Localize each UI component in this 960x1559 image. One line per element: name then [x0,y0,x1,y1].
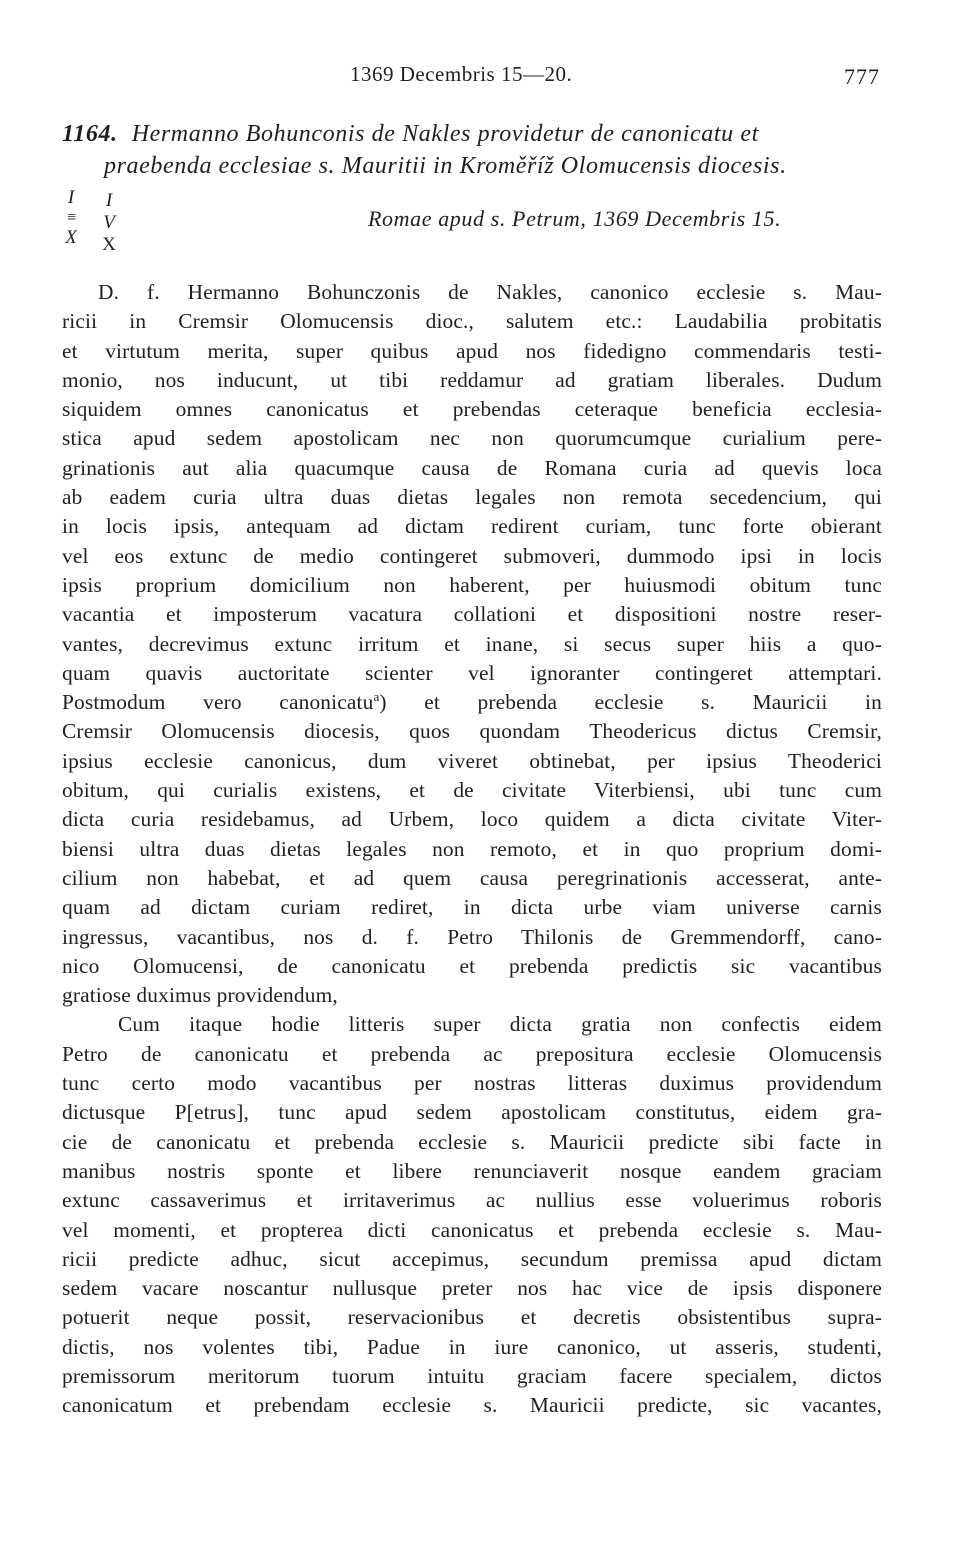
body-line: nico Olomucensi, de canonicatu et prebenda predictis sic vacantibus [62,953,882,978]
body-line: cie de canonicatu et prebenda ecclesie s. Mauricii predicte sibi facte in [62,1129,882,1154]
body-line: extunc cassaverimus et irritaverimus ac nullius esse voluerimus roboris [62,1188,882,1213]
body-line: vantes, decrevimus extunc irritum et inane, si secus super hiis a quo- [62,631,882,656]
body-line: premissorum meritorum tuorum intuitu graciam facere specialem, dictos [62,1363,882,1388]
body-line: ab eadem curia ultra duas dietas legales non remota secedencium, qui [62,485,882,510]
sigla-column-2 [98,190,120,256]
entry-heading [62,118,882,182]
body-line: ipsius ecclesie canonicus, dum viveret obtinebat, per ipsius Theoderici [62,748,882,773]
sigla-2-bottom: X [102,234,116,255]
body-line: ricii in Cremsir Olomucensis dioc., salutem etc.: Laudabilia probitatis [62,309,882,334]
body-line: siquidem omnes canonicatus et prebendas ceteraque beneficia ecclesia- [62,397,882,422]
footnote-marker: a [373,689,380,705]
sigla-1-mid: ≡ [66,209,76,226]
body-line: vel momenti, et propterea dicti canonicatus et prebenda ecclesie s. Mau- [62,1217,882,1242]
body-line: ingressus, vacantibus, nos d. f. Petro Thilonis de Gremmendorff, cano- [62,924,882,949]
entry-title-line1: Hermanno Bohunconis de Nakles providetur de canonicatu et [131,121,759,147]
body-line: vel eos extunc de medio contingeret submoveri, dummodo ipsi in locis [62,543,882,568]
body-line: monio, nos inducunt, ut tibi reddamur ad gratiam liberales. Dudum [62,367,882,392]
postmodum-start: Postmodum vero canonicatu [62,690,374,715]
body-line: potuerit neque possit, reservacionibus et decretis obsistentibus supra- [62,1305,882,1330]
archival-sigla [60,188,150,258]
body-line: cilium non habebat, et ad quem causa peregrinationis accesserat, ante- [62,865,882,890]
body-line: ipsis proprium domicilium non haberent, per huiusmodi obitum tunc [62,572,882,597]
body-line: canonicatum et prebendam ecclesie s. Mauricii predicte, sic vacantes, [62,1393,882,1418]
body-line: vacantia et imposterum vacatura collationi et dispositioni nostre reser- [62,602,882,627]
body-line: in locis ipsis, antequam ad dictam redirent curiam, tunc forte obierant [62,514,882,539]
page-header [60,62,880,92]
sigla-1-top: I [67,187,75,208]
body-line: dictis, nos volentes tibi, Padue in iure canonico, ut asseris, studenti, [62,1334,882,1359]
body-line: grinationis aut alia quacumque causa de Romana curia ad quevis loca [62,455,882,480]
page-number: 777 [844,64,880,89]
body-line: manibus nostris sponte et libere renunciaverit nosque eandem graciam [62,1158,882,1183]
body-line: obitum, qui curialis existens, et de civitate Viterbiensi, ubi tunc cum [62,778,882,803]
body-line: et virtutum merita, super quibus apud nos fidedigno commendaris testi- [62,338,882,363]
body-line: dicta curia residebamus, ad Urbem, loco quidem a dicta civitate Viter- [62,807,882,832]
sigla-column-1 [60,188,82,248]
body-line: Cum itaque hodie litteris super dicta gratia non confectis eidem [118,1012,882,1037]
running-head: 1369 Decembris 15—20. [350,62,573,86]
body-line: biensi ultra duas dietas legales non remoto, et in quo proprium domi- [62,836,882,861]
body-line: quam ad dictam curiam rediret, in dicta urbe viam universe carnis [62,895,882,920]
body-line: D. f. Hermanno Bohunczonis de Nakles, canonico ecclesie s. Mau- [98,280,882,304]
body-line: stica apud sedem apostolicam nec non quorumcumque curialium pere- [62,426,882,451]
document-body [62,278,882,1421]
body-line: Petro de canonicatu et prebenda ac prepositura ecclesie Olomucensis [62,1041,882,1066]
body-line: quam quavis auctoritate scienter vel ignoranter contingeret attemptari. [62,660,882,685]
sigla-1-bottom: X [65,227,77,248]
body-line-postmodum [62,688,882,717]
body-line: gratiose duximus providendum, [62,983,338,1008]
entry-title-line2: praebenda ecclesiae s. Mauritii in Kroměříž Olomucensis diocesis. [104,153,787,179]
body-line: dictusque P[etrus], tunc apud sedem apostolicam constitutus, eidem gra- [62,1100,882,1125]
body-line: sedem vacare noscantur nullusque preter nos hac vice de ipsis disponere [62,1276,882,1301]
place-and-date: Romae apud s. Petrum, 1369 Decembris 15. [368,206,782,231]
body-line: ricii predicte adhuc, sicut accepimus, secundum premissa apud dictam [62,1246,882,1271]
postmodum-rest: ) et prebenda ecclesie s. Mauricii in [379,690,882,715]
body-line: Cremsir Olomucensis diocesis, quos quondam Theodericus dictus Cremsir, [62,719,882,744]
body-line: tunc certo modo vacantibus per nostras litteras duximus providendum [62,1071,882,1096]
sigla-2-top: I [105,190,113,211]
sigla-2-mid: V [103,212,115,233]
entry-number: 1164. [62,121,118,147]
